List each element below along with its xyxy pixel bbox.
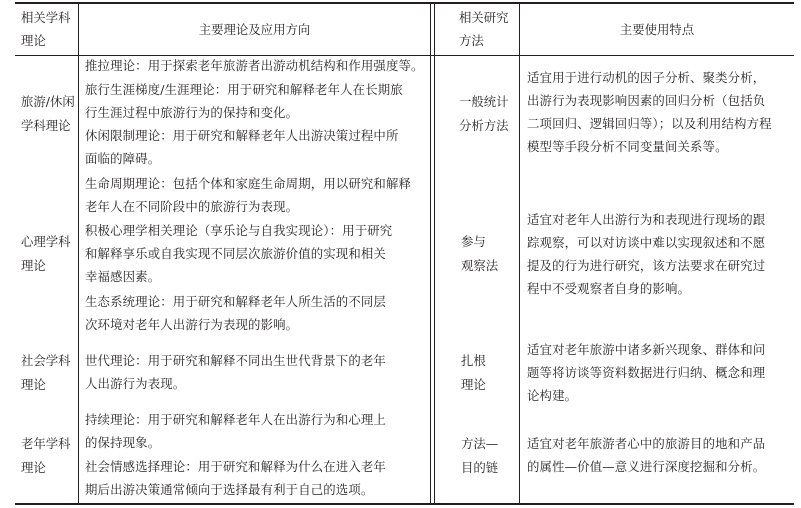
method-line: 参与 bbox=[461, 234, 486, 249]
top-rule bbox=[15, 2, 794, 4]
subject-column-header bbox=[15, 6, 78, 52]
table-divider bbox=[434, 2, 435, 504]
feature-line: 的属性—价值—意义进行深度挖掘和分析。 bbox=[527, 459, 766, 474]
theory-entry bbox=[85, 219, 430, 288]
theory-line: 人出游行为表现。 bbox=[85, 376, 186, 391]
theory-line: 积极心理学相关理论（享乐论与自我实现论）：用于研究 bbox=[85, 223, 393, 238]
subject-line: 理论 bbox=[21, 377, 46, 392]
theory-line: 推拉理论：用于探索老年旅游者出游动机结构和作用强度等。 bbox=[85, 58, 424, 73]
subject-line: 理论 bbox=[21, 460, 46, 475]
theory-line: 世代理论：用于研究和解释不同出生世代背景下的老年 bbox=[85, 353, 386, 368]
method-line: 一般统计 bbox=[459, 94, 509, 109]
feature-line: 适宜对老年旅游者心中的旅游目的地和产品 bbox=[527, 436, 766, 451]
theory-line: 老年人在不同阶段中的旅游行为表现。 bbox=[85, 199, 299, 214]
feature-line: 踪观察，可以对访谈中难以实现叙述和不愿 bbox=[527, 235, 766, 250]
subject-line: 社会学科 bbox=[21, 353, 71, 368]
method-cell bbox=[459, 349, 519, 397]
theory-line: 生命周期理论：包括个体和家庭生命周期，用以研究和解释 bbox=[85, 176, 412, 191]
header-line: 主要理论及应用方向 bbox=[198, 22, 311, 37]
column-separator bbox=[519, 2, 520, 504]
theory-entry bbox=[85, 78, 430, 124]
feature-cell bbox=[527, 338, 794, 407]
theory-line: 期后出游决策通常倾向于选择最有利于自己的选项。 bbox=[85, 482, 374, 497]
feature-line: 题等将访谈等资料数据进行归纳、概念和理 bbox=[527, 365, 766, 380]
method-cell bbox=[459, 432, 519, 480]
feature-line: 出游行为表现影响因素的回归分析（包括负 bbox=[527, 93, 766, 108]
subject-line: 学科理论 bbox=[21, 118, 71, 133]
feature-cell bbox=[527, 432, 794, 478]
theory-column-header bbox=[79, 18, 430, 41]
feature-line: 提及的行为进行研究，该方法要求在研究过 bbox=[527, 258, 766, 273]
method-line: 目的链 bbox=[461, 460, 499, 475]
theory-line: 的保持现象。 bbox=[85, 435, 161, 450]
feature-column-header bbox=[520, 18, 794, 41]
subject-cell bbox=[21, 349, 79, 397]
theory-entry bbox=[85, 408, 430, 454]
feature-line: 论构建。 bbox=[527, 388, 578, 403]
header-line: 相关学科 bbox=[21, 10, 71, 25]
theory-line: 休闲限制理论：用于研究和解释老年人出游决策过程中所 bbox=[85, 128, 399, 143]
table-divider bbox=[430, 2, 431, 504]
theory-entry bbox=[85, 172, 430, 218]
method-line: 分析方法 bbox=[459, 118, 509, 133]
method-line: 扎根 bbox=[461, 353, 486, 368]
method-cell bbox=[459, 230, 519, 278]
subject-cell bbox=[21, 432, 79, 480]
method-line: 方法— bbox=[461, 436, 499, 451]
feature-line: 适宜用于进行动机的因子分析、聚类分析， bbox=[527, 70, 766, 85]
theory-line: 次环境对老年人出游行为表现的影响。 bbox=[85, 317, 299, 332]
theory-entry bbox=[85, 290, 430, 336]
subject-line: 心理学科 bbox=[21, 234, 71, 249]
feature-cell bbox=[527, 66, 794, 158]
method-cell bbox=[459, 90, 519, 138]
theory-line: 幸福感因素。 bbox=[85, 269, 161, 284]
feature-line: 适宜对老年旅游中诸多新兴现象、群体和问 bbox=[527, 342, 766, 357]
theory-line: 行生涯过程中旅游行为的保持和变化。 bbox=[85, 105, 299, 120]
feature-line: 模型等手段分析不同变量间关系等。 bbox=[527, 139, 728, 154]
feature-line: 二项回归、逻辑回归等）；以及利用结构方程 bbox=[527, 116, 772, 131]
subject-line: 老年学科 bbox=[21, 436, 71, 451]
header-line: 理论 bbox=[21, 33, 46, 48]
theory-line: 持续理论：用于研究和解释老年人在出游行为和心理上 bbox=[85, 412, 386, 427]
subject-cell bbox=[21, 90, 79, 138]
feature-line: 程中不受观察者自身的影响。 bbox=[527, 281, 691, 296]
theory-entry bbox=[85, 124, 430, 170]
theory-entry bbox=[85, 349, 430, 395]
theory-entry bbox=[85, 54, 430, 77]
theory-line: 生态系统理论：用于研究和解释老年人所生活的不同层 bbox=[85, 294, 386, 309]
theory-line: 面临的障碍。 bbox=[85, 151, 161, 166]
header-line: 主要使用特点 bbox=[619, 22, 695, 37]
theory-line: 社会情感选择理论：用于研究和解释为什么在进入老年 bbox=[85, 459, 386, 474]
subject-line: 理论 bbox=[21, 258, 46, 273]
header-line: 相关研究 bbox=[459, 10, 509, 25]
feature-line: 适宜对老年人出游行为和表现进行现场的跟 bbox=[527, 212, 766, 227]
method-line: 观察法 bbox=[461, 258, 499, 273]
method-line: 理论 bbox=[461, 377, 486, 392]
subject-cell bbox=[21, 230, 79, 278]
header-line: 方法 bbox=[459, 33, 484, 48]
theory-line: 和解释享乐或自我实现不同层次旅游价值的实现和相关 bbox=[85, 246, 386, 261]
theory-line: 旅行生涯梯度/生涯理论：用于研究和解释老年人在长期旅 bbox=[85, 82, 403, 97]
theory-entry bbox=[85, 455, 430, 501]
subject-line: 旅游/休闲 bbox=[21, 94, 75, 109]
bottom-rule bbox=[15, 503, 794, 505]
method-column-header bbox=[435, 6, 519, 52]
feature-cell bbox=[527, 208, 794, 300]
